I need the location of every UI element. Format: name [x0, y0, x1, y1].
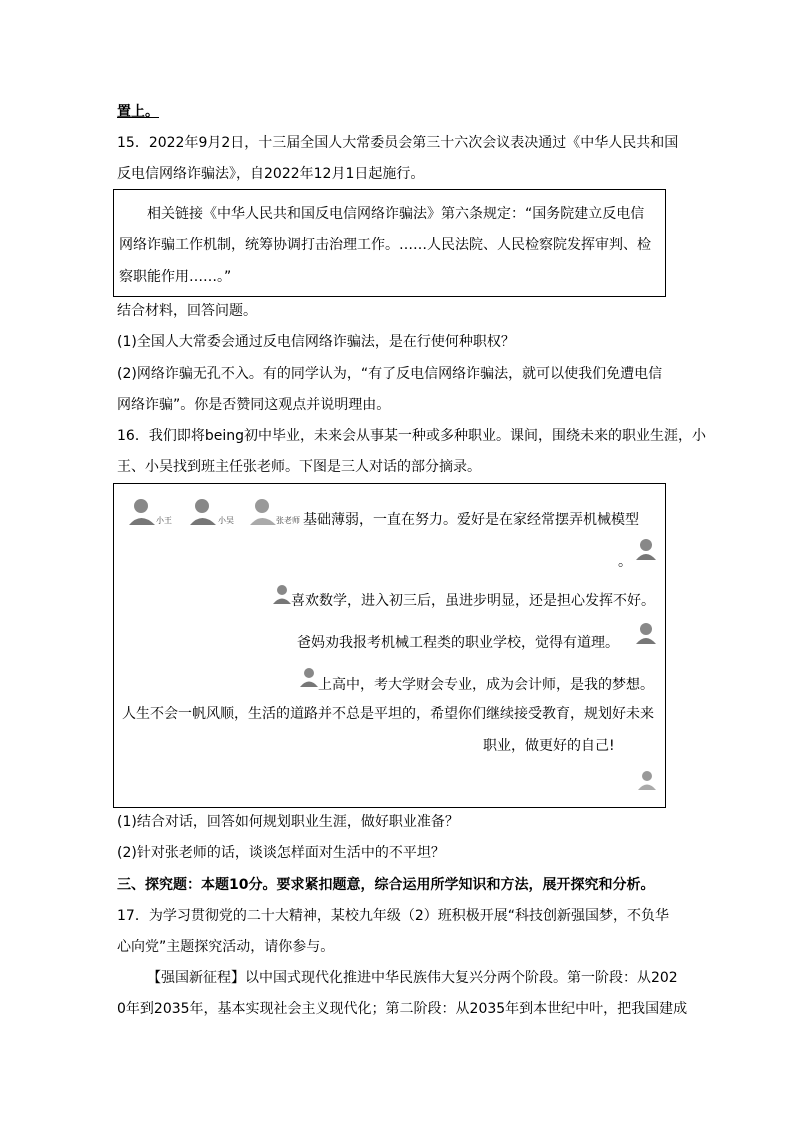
- text-line: 反电信网络诈骗法》，自2022年12月1日起施行。: [117, 166, 425, 182]
- dialogue-line: 人生不会一帆风顺，生活的道路并不总是平坦的，希望你们继续接受教育，规划好未来: [122, 706, 654, 722]
- teacher-avatar-icon: [638, 770, 656, 790]
- text-line: 结合材料，回答问题。: [117, 303, 257, 319]
- xiaowu-avatar-icon: [188, 497, 218, 525]
- section-heading: 三、探究题：本题10分。要求紧扣题意，综合运用所学知识和方法，展开探究和分析。: [117, 877, 655, 893]
- dialogue-line: 基础薄弱，一直在努力。爱好是在家经常摆弄机械模型: [303, 512, 639, 528]
- sub-question: (1)全国人大常委会通过反电信网络诈骗法，是在行使何种职权？: [117, 334, 515, 350]
- sub-question: (1)结合对话，回答如何规划职业生涯，做好职业准备？: [117, 814, 459, 830]
- material-line: 相关链接《中华人民共和国反电信网络诈骗法》第六条规定：“国务院建立反电信: [147, 206, 645, 222]
- avatar-label: 张老师: [276, 516, 300, 525]
- sub-question: (2)针对张老师的话，谈谈怎样面对生活中的不平坦？: [117, 845, 445, 861]
- text-line: 置上。: [117, 104, 159, 120]
- dialogue-line: 职业，做更好的自己!: [483, 738, 615, 754]
- avatar-label: 小吴: [218, 516, 234, 525]
- dialogue-line: 爸妈劝我报考机械工程类的职业学校，觉得有道理。: [297, 635, 619, 651]
- dialogue-line: 。: [618, 554, 632, 570]
- xiaowang-avatar-icon: [127, 497, 157, 525]
- text-line: 0年到2035年，基本实现社会主义现代化；第二阶段：从2035年到本世纪中叶，把我国建成: [117, 1001, 688, 1017]
- text-line: 【强国新征程】以中国式现代化推进中华民族伟大复兴分两个阶段。第一阶段：从202: [147, 970, 678, 986]
- dialogue-line: 上高中，考大学财会专业，成为会计师，是我的梦想。: [318, 677, 654, 693]
- question-16: 16．我们即将being初中毕业，未来会从事某一种或多种职业。课间，围绕未来的职业生涯，小: [117, 428, 706, 444]
- xiaowang-avatar-icon: [636, 622, 656, 644]
- xiaowang-avatar-icon: [636, 538, 656, 560]
- sub-question: (2)网络诈骗无孔不入。有的同学认为，“有了反电信网络诈骗法，就可以使我们免遭电信: [117, 366, 663, 382]
- text-line: 网络诈骗”。你是否赞同这观点并说明理由。: [117, 397, 391, 413]
- material-line: 网络诈骗工作机制，统筹协调打击治理工作。……人民法院、人民检察院发挥审判、检: [119, 237, 651, 253]
- dialogue-line: 喜欢数学，进入初三后，虽进步明显，还是担心发挥不好。: [291, 593, 655, 609]
- question-17: 17．为学习贯彻党的二十大精神，某校九年级（2）班积极开展“科技创新强国梦，不负华: [117, 908, 669, 924]
- avatar-label: 小王: [156, 516, 172, 525]
- text-line: 心向党”主题探究活动，请你参与。: [117, 939, 335, 955]
- teacher-avatar-icon: [248, 497, 278, 525]
- xiaowu-avatar-icon: [300, 667, 318, 687]
- material-line: 察职能作用……。”: [119, 269, 232, 285]
- question-15: 15．2022年9月2日，十三届全国人大常委员会第三十六次会议表决通过《中华人民共和国: [117, 135, 679, 151]
- text-line: 王、小吴找到班主任张老师。下图是三人对话的部分摘录。: [117, 459, 481, 475]
- xiaowu-avatar-icon: [273, 584, 291, 604]
